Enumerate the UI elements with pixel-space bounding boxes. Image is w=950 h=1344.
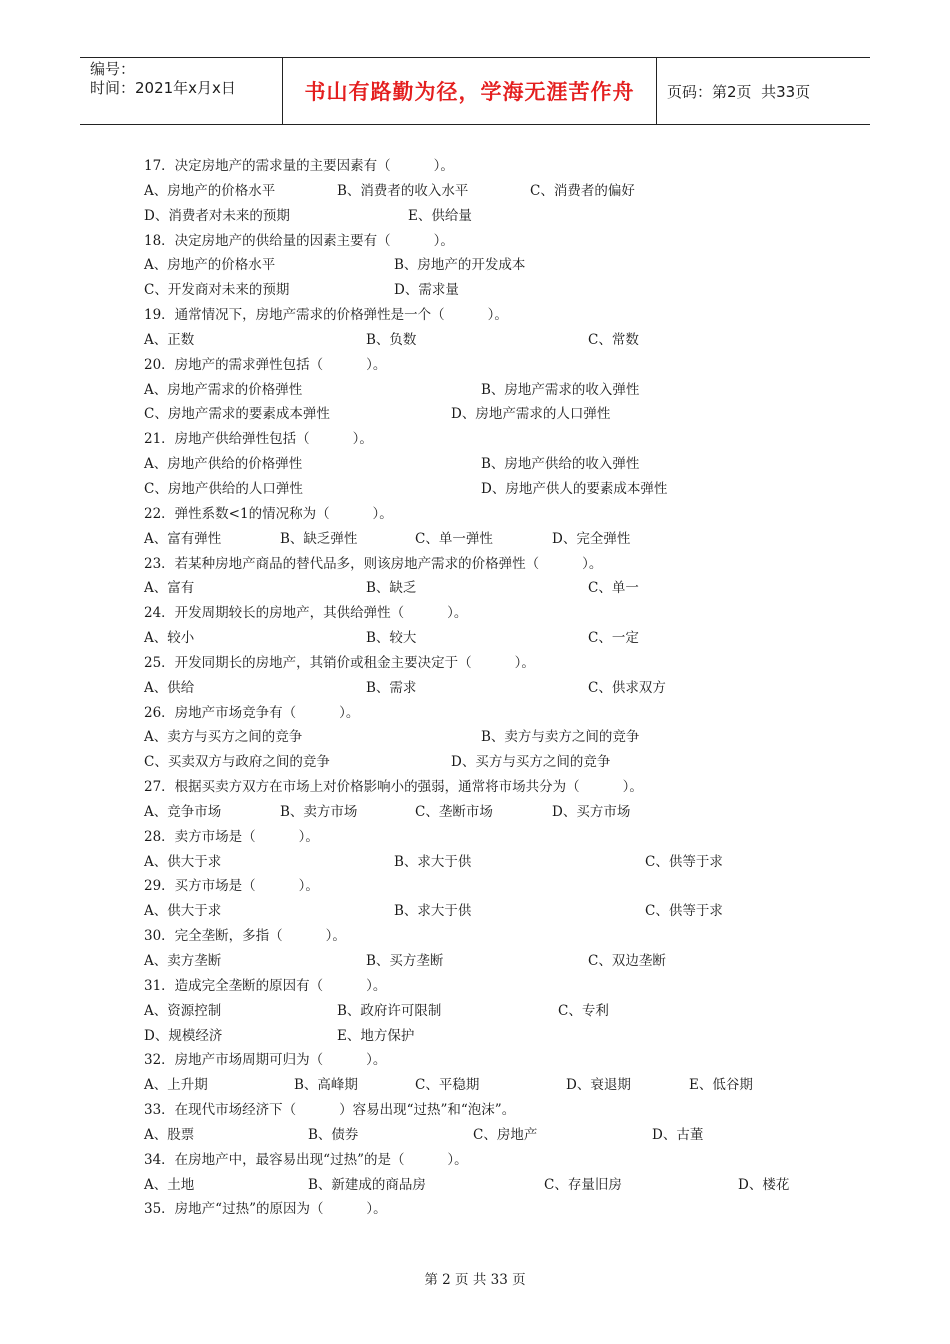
option-item: C、双边垄断 xyxy=(588,953,666,969)
question-text: 24．开发周期较长的房地产，其供给弹性（ ）。 xyxy=(144,605,468,622)
option-row xyxy=(144,899,844,924)
option-item: B、消费者的收入水平 xyxy=(337,182,469,199)
option-item: B、房地产需求的收入弹性 xyxy=(481,381,640,398)
question-stem xyxy=(144,825,844,850)
question-text: 18．决定房地产的供给量的因素主要有（ ）。 xyxy=(144,232,454,249)
question-stem xyxy=(144,601,844,626)
option-item: A、供给 xyxy=(144,679,195,696)
option-item: B、较大 xyxy=(366,630,417,647)
question-text: 23．若某种房地产商品的替代品多，则该房地产需求的价格弹性（ ）。 xyxy=(144,555,603,572)
option-item: B、卖方与卖方之间的竞争 xyxy=(481,729,640,746)
page-info: 页码：第2页 共33页 xyxy=(667,82,811,101)
option-item: C、房地产供给的人口弹性 xyxy=(144,480,303,497)
question-text: 20．房地产的需求弹性包括（ ）。 xyxy=(144,356,387,373)
question-stem xyxy=(144,974,844,999)
option-row xyxy=(144,328,844,353)
option-item: D、房地产供人的要素成本弹性 xyxy=(481,480,668,497)
option-item: A、房地产需求的价格弹性 xyxy=(144,381,303,398)
option-item: C、垄断市场 xyxy=(415,803,493,820)
question-text: 27．根据买卖方双方在市场上对价格影响小的强弱，通常将市场共分为（ ）。 xyxy=(144,779,643,796)
option-item: D、古董 xyxy=(652,1126,704,1143)
option-row xyxy=(144,949,844,974)
question-text: 29．买方市场是（ ）。 xyxy=(144,878,319,895)
header-slogan: 书山有路勤为径，学海无涯苦作舟 xyxy=(282,58,657,124)
option-row xyxy=(144,676,844,701)
option-item: C、供等于求 xyxy=(645,903,723,920)
question-text: 19．通常情况下，房地产需求的价格弹性是一个（ ）。 xyxy=(144,307,508,324)
option-row xyxy=(144,750,844,775)
option-item: C、供等于求 xyxy=(645,853,723,870)
question-stem xyxy=(144,552,844,577)
option-item: B、负数 xyxy=(366,331,417,348)
option-row xyxy=(144,527,844,552)
question-stem xyxy=(144,701,844,726)
question-stem xyxy=(144,427,844,452)
option-item: A、股票 xyxy=(144,1126,195,1143)
option-row xyxy=(144,278,844,303)
question-stem xyxy=(144,1048,844,1073)
question-stem xyxy=(144,353,844,378)
option-item: D、消费者对未来的预期 xyxy=(144,207,290,224)
question-text: 34．在房地产中，最容易出现“过热”的是（ ）。 xyxy=(144,1151,468,1168)
option-row xyxy=(144,800,844,825)
question-text: 35．房地产“过热”的原因为（ ）。 xyxy=(144,1201,387,1218)
option-item: C、消费者的偏好 xyxy=(530,182,635,199)
option-item: B、求大于供 xyxy=(394,903,472,920)
option-item: C、开发商对未来的预期 xyxy=(144,282,290,299)
question-stem xyxy=(144,1098,844,1123)
option-row xyxy=(144,253,844,278)
question-list xyxy=(144,154,844,1222)
option-item: C、房地产需求的要素成本弹性 xyxy=(144,406,330,423)
option-item: B、房地产供给的收入弹性 xyxy=(481,456,640,473)
option-row xyxy=(144,378,844,403)
option-item: E、低谷期 xyxy=(689,1077,753,1094)
option-item: B、卖方市场 xyxy=(280,803,358,820)
question-text: 28．卖方市场是（ ）。 xyxy=(144,828,319,845)
option-row xyxy=(144,477,844,502)
option-item: A、供大于求 xyxy=(144,903,222,920)
question-stem xyxy=(144,303,844,328)
question-stem xyxy=(144,502,844,527)
option-item: A、土地 xyxy=(144,1176,195,1193)
option-item: C、平稳期 xyxy=(415,1077,480,1094)
option-item: C、买卖双方与政府之间的竞争 xyxy=(144,754,330,771)
option-item: A、房地产的价格水平 xyxy=(144,182,276,199)
option-item: C、存量旧房 xyxy=(544,1176,622,1193)
question-stem xyxy=(144,651,844,676)
option-item: A、正数 xyxy=(144,331,195,348)
option-item: B、高峰期 xyxy=(294,1077,358,1094)
option-row xyxy=(144,1123,844,1148)
option-item: C、房地产 xyxy=(473,1126,538,1143)
option-row xyxy=(144,452,844,477)
option-item: A、上升期 xyxy=(144,1077,208,1094)
option-item: C、一定 xyxy=(588,630,639,647)
option-row xyxy=(144,850,844,875)
option-row xyxy=(144,204,844,229)
option-row xyxy=(144,999,844,1024)
page-footer: 第 2 页 共 33 页 xyxy=(424,1272,526,1288)
option-item: B、缺乏 xyxy=(366,580,417,597)
option-item: C、常数 xyxy=(588,331,639,348)
question-stem xyxy=(144,924,844,949)
question-stem xyxy=(144,1197,844,1222)
option-row xyxy=(144,402,844,427)
option-row xyxy=(144,1024,844,1049)
option-row xyxy=(144,725,844,750)
option-item: A、房地产的价格水平 xyxy=(144,257,276,274)
option-row xyxy=(144,179,844,204)
option-item: B、新建成的商品房 xyxy=(308,1176,426,1193)
question-text: 32．房地产市场周期可归为（ ）。 xyxy=(144,1052,387,1069)
question-stem xyxy=(144,154,844,179)
option-item: D、楼花 xyxy=(738,1176,790,1193)
question-text: 21．房地产供给弹性包括（ ）。 xyxy=(144,431,373,448)
option-item: A、富有弹性 xyxy=(144,530,222,547)
option-row xyxy=(144,1173,844,1198)
option-item: E、地方保护 xyxy=(337,1027,415,1044)
option-item: C、专利 xyxy=(558,1002,609,1019)
question-text: 26．房地产市场竞争有（ ）。 xyxy=(144,704,360,721)
option-item: D、需求量 xyxy=(394,282,459,299)
header-meta xyxy=(80,58,282,124)
question-stem xyxy=(144,775,844,800)
header-page-info xyxy=(657,58,870,124)
question-stem xyxy=(144,229,844,254)
question-text: 30．完全垄断，多指（ ）。 xyxy=(144,928,346,945)
option-item: B、买方垄断 xyxy=(366,953,444,969)
question-text: 31．造成完全垄断的原因有（ ）。 xyxy=(144,977,387,994)
question-stem xyxy=(144,874,844,899)
option-item: E、供给量 xyxy=(408,207,472,224)
time-label: 时间：2021年x月x日 xyxy=(90,79,236,97)
question-text: 17．决定房地产的需求量的主要因素有（ ）。 xyxy=(144,158,454,174)
option-item: C、供求双方 xyxy=(588,679,666,696)
page-header xyxy=(80,57,870,125)
option-item: A、卖方垄断 xyxy=(144,953,222,969)
option-item: D、房地产需求的人口弹性 xyxy=(451,406,611,423)
option-item: B、房地产的开发成本 xyxy=(394,257,526,274)
option-item: B、债券 xyxy=(308,1126,359,1143)
option-row xyxy=(144,576,844,601)
option-item: D、完全弹性 xyxy=(552,530,631,547)
option-row xyxy=(144,1073,844,1098)
option-item: D、买方市场 xyxy=(552,803,631,820)
option-item: A、较小 xyxy=(144,630,195,647)
option-item: A、房地产供给的价格弹性 xyxy=(144,456,303,473)
option-item: D、衰退期 xyxy=(566,1077,631,1094)
question-stem xyxy=(144,1148,844,1173)
question-text: 22．弹性系数<1的情况称为（ ）。 xyxy=(144,505,393,522)
option-item: B、政府许可限制 xyxy=(337,1002,442,1019)
option-item: B、求大于供 xyxy=(394,853,472,870)
option-item: A、富有 xyxy=(144,580,195,597)
option-item: A、竞争市场 xyxy=(144,803,222,820)
option-row xyxy=(144,626,844,651)
option-item: D、规模经济 xyxy=(144,1027,223,1044)
question-text: 33．在现代市场经济下（ ）容易出现“过热”和“泡沫”。 xyxy=(144,1102,516,1119)
serial-label: 编号： xyxy=(90,60,136,78)
option-item: D、买方与买方之间的竞争 xyxy=(451,754,611,771)
option-item: B、需求 xyxy=(366,679,417,696)
option-item: A、供大于求 xyxy=(144,853,222,870)
option-item: C、单一 xyxy=(588,580,639,597)
option-item: B、缺乏弹性 xyxy=(280,530,358,547)
option-item: A、资源控制 xyxy=(144,1002,222,1019)
question-text: 25．开发同期长的房地产，其销价或租金主要决定于（ ）。 xyxy=(144,654,535,671)
option-item: A、卖方与买方之间的竞争 xyxy=(144,729,303,746)
option-item: C、单一弹性 xyxy=(415,530,493,547)
